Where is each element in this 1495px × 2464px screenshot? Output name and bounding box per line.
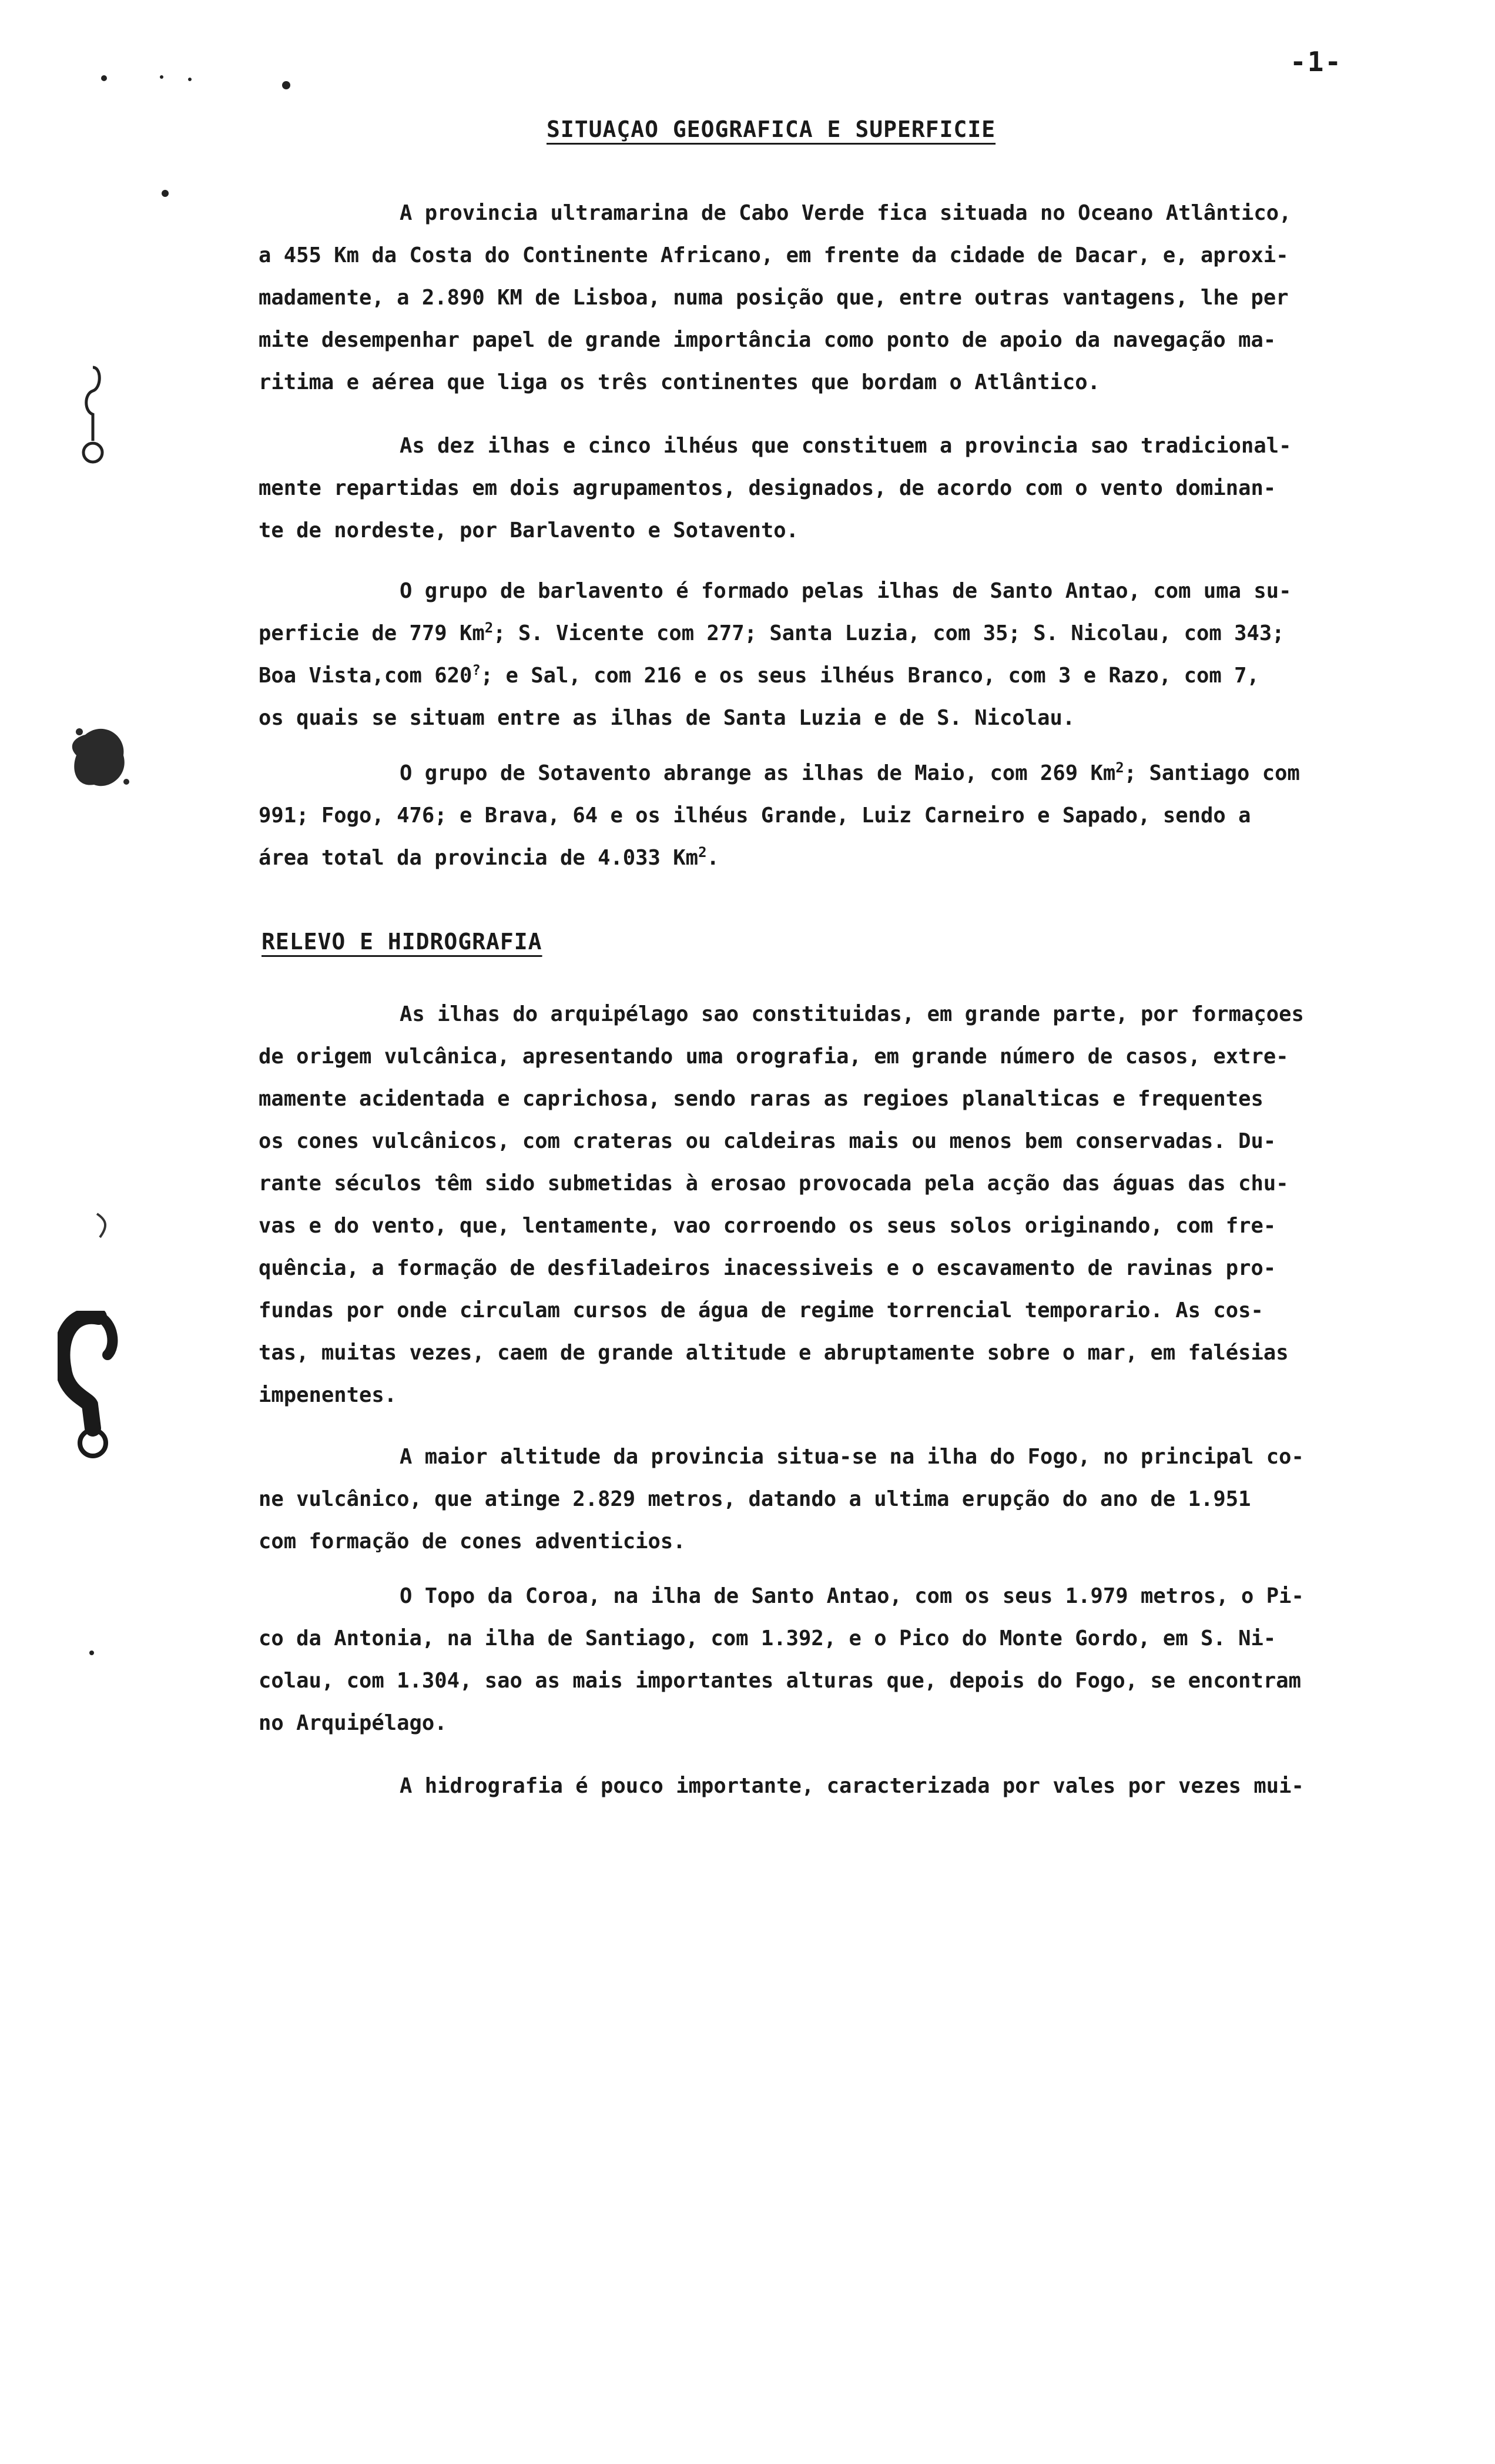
- text-line: As dez ilhas e cinco ilhéus que constituem a provincia sao tradicional-: [400, 434, 1292, 458]
- text-segment: área total da provincia de 4.033 Km: [259, 846, 699, 870]
- paragraph-islands: [259, 425, 1405, 552]
- text-segment: .: [706, 846, 719, 870]
- ink-blot-icon: [68, 723, 132, 794]
- scan-speck: [160, 75, 163, 79]
- paragraph-relief: [259, 993, 1405, 1417]
- text-line: a 455 Km da Costa do Continente Africano, em frente da cidade de Dacar, e, aproxi-: [259, 243, 1289, 267]
- text-segment: perficie de 779 Km: [259, 621, 485, 645]
- text-line: As ilhas do arquipélago sao constituidas, em grande parte, por formaçoes: [400, 1002, 1304, 1026]
- text-segment: ; Santiago com: [1124, 761, 1300, 785]
- text-segment: ; S. Vicente com 277; Santa Luzia, com 35; S. Nicolau, com 343;: [493, 621, 1285, 645]
- scan-speck: [89, 1651, 94, 1655]
- text-line: A hidrografia é pouco importante, caracterizada por vales por vezes mui-: [400, 1774, 1304, 1798]
- paragraph-peaks: [259, 1575, 1405, 1745]
- text-line: O Topo da Coroa, na ilha de Santo Antao, com os seus 1.979 metros, o Pi-: [400, 1584, 1304, 1608]
- text-line: [259, 752, 1405, 795]
- text-line: no Arquipélago.: [259, 1711, 447, 1735]
- text-line: tas, muitas vezes, caem de grande altitude e abruptamente sobre o mar, em falésias: [259, 1341, 1289, 1365]
- text-line: colau, com 1.304, sao as mais importantes alturas que, depois do Fogo, se encontram: [259, 1669, 1301, 1693]
- section-heading-situacao: SITUAÇAO GEOGRAFICA E SUPERFICIE: [547, 116, 996, 142]
- scan-speck: [162, 190, 169, 197]
- paragraph-location: [259, 192, 1405, 404]
- text-line: com formação de cones adventicios.: [259, 1529, 686, 1554]
- binder-ring-mark-icon: [81, 364, 105, 470]
- text-line: os cones vulcânicos, com crateras ou caldeiras mais ou menos bem conservadas. Du-: [259, 1129, 1276, 1153]
- text-line: quência, a formação de desfiladeiros inacessiveis e o escavamento de ravinas pro-: [259, 1256, 1276, 1280]
- text-segment: Boa Vista,com 620: [259, 664, 472, 688]
- text-line: mite desempenhar papel de grande importância como ponto de apoio da navegação ma-: [259, 328, 1276, 352]
- text-line: ne vulcânico, que atinge 2.829 metros, datando a ultima erupção do ano de 1.951: [259, 1487, 1251, 1511]
- text-line: A provincia ultramarina de Cabo Verde fica situada no Oceano Atlântico,: [400, 201, 1292, 225]
- superscript: ?: [472, 662, 481, 679]
- text-line: co da Antonia, na ilha de Santiago, com 1.392, e o Pico do Monte Gordo, em S. Ni-: [259, 1626, 1276, 1651]
- text-line: A maior altitude da provincia situa-se na ilha do Fogo, no principal co-: [400, 1445, 1304, 1469]
- text-line: de origem vulcânica, apresentando uma orografia, em grande número de casos, extre-: [259, 1044, 1289, 1069]
- section-heading-relevo: RELEVO E HIDROGRAFIA: [262, 929, 542, 955]
- superscript: 2: [698, 844, 707, 861]
- scan-speck: [282, 81, 290, 89]
- scan-speck: [188, 78, 192, 81]
- text-line: [259, 837, 1405, 879]
- text-line: [259, 655, 1405, 697]
- text-line: ritima e aérea que liga os três continentes que bordam o Atlântico.: [259, 370, 1100, 394]
- superscript: 2: [1115, 759, 1124, 776]
- superscript: 2: [484, 620, 494, 637]
- text-line: vas e do vento, que, lentamente, vao corroendo os seus solos originando, com fre-: [259, 1214, 1276, 1238]
- text-line: rante séculos têm sido submetidas à erosao provocada pela acção das águas das chu-: [259, 1171, 1289, 1196]
- text-line: [259, 612, 1405, 655]
- text-line: os quais se situam entre as ilhas de Santa Luzia e de S. Nicolau.: [259, 706, 1075, 730]
- paragraph-hydrography: [259, 1765, 1405, 1807]
- text-line: madamente, a 2.890 KM de Lisboa, numa posição que, entre outras vantagens, lhe per: [259, 286, 1289, 310]
- text-line: impenentes.: [259, 1383, 397, 1407]
- paragraph-barlavento: [259, 570, 1405, 739]
- scan-mark-icon: [94, 1211, 118, 1240]
- text-line: 991; Fogo, 476; e Brava, 64 e os ilhéus Grande, Luiz Carneiro e Sapado, sendo a: [259, 804, 1251, 828]
- text-line: mente repartidas em dois agrupamentos, designados, de acordo com o vento dominan-: [259, 476, 1276, 500]
- text-line: O grupo de barlavento é formado pelas ilhas de Santo Antao, com uma su-: [400, 579, 1292, 603]
- text-segment: O grupo de Sotavento abrange as ilhas de Maio, com 269 Km: [400, 761, 1116, 785]
- text-line: mamente acidentada e caprichosa, sendo raras as regioes planalticas e frequentes: [259, 1087, 1263, 1111]
- text-segment: ; e Sal, com 216 e os seus ilhéus Branco, com 3 e Razo, com 7,: [480, 664, 1259, 688]
- binder-hole-mark-icon: [58, 1311, 122, 1464]
- text-line: fundas por onde circulam cursos de água de regime torrencial temporario. As cos-: [259, 1298, 1263, 1323]
- text-line: te de nordeste, por Barlavento e Sotavento.: [259, 518, 799, 543]
- paragraph-max-altitude: [259, 1436, 1405, 1563]
- scan-speck: [101, 75, 107, 81]
- paragraph-sotavento: [259, 752, 1405, 879]
- page-number: -1-: [1290, 46, 1343, 78]
